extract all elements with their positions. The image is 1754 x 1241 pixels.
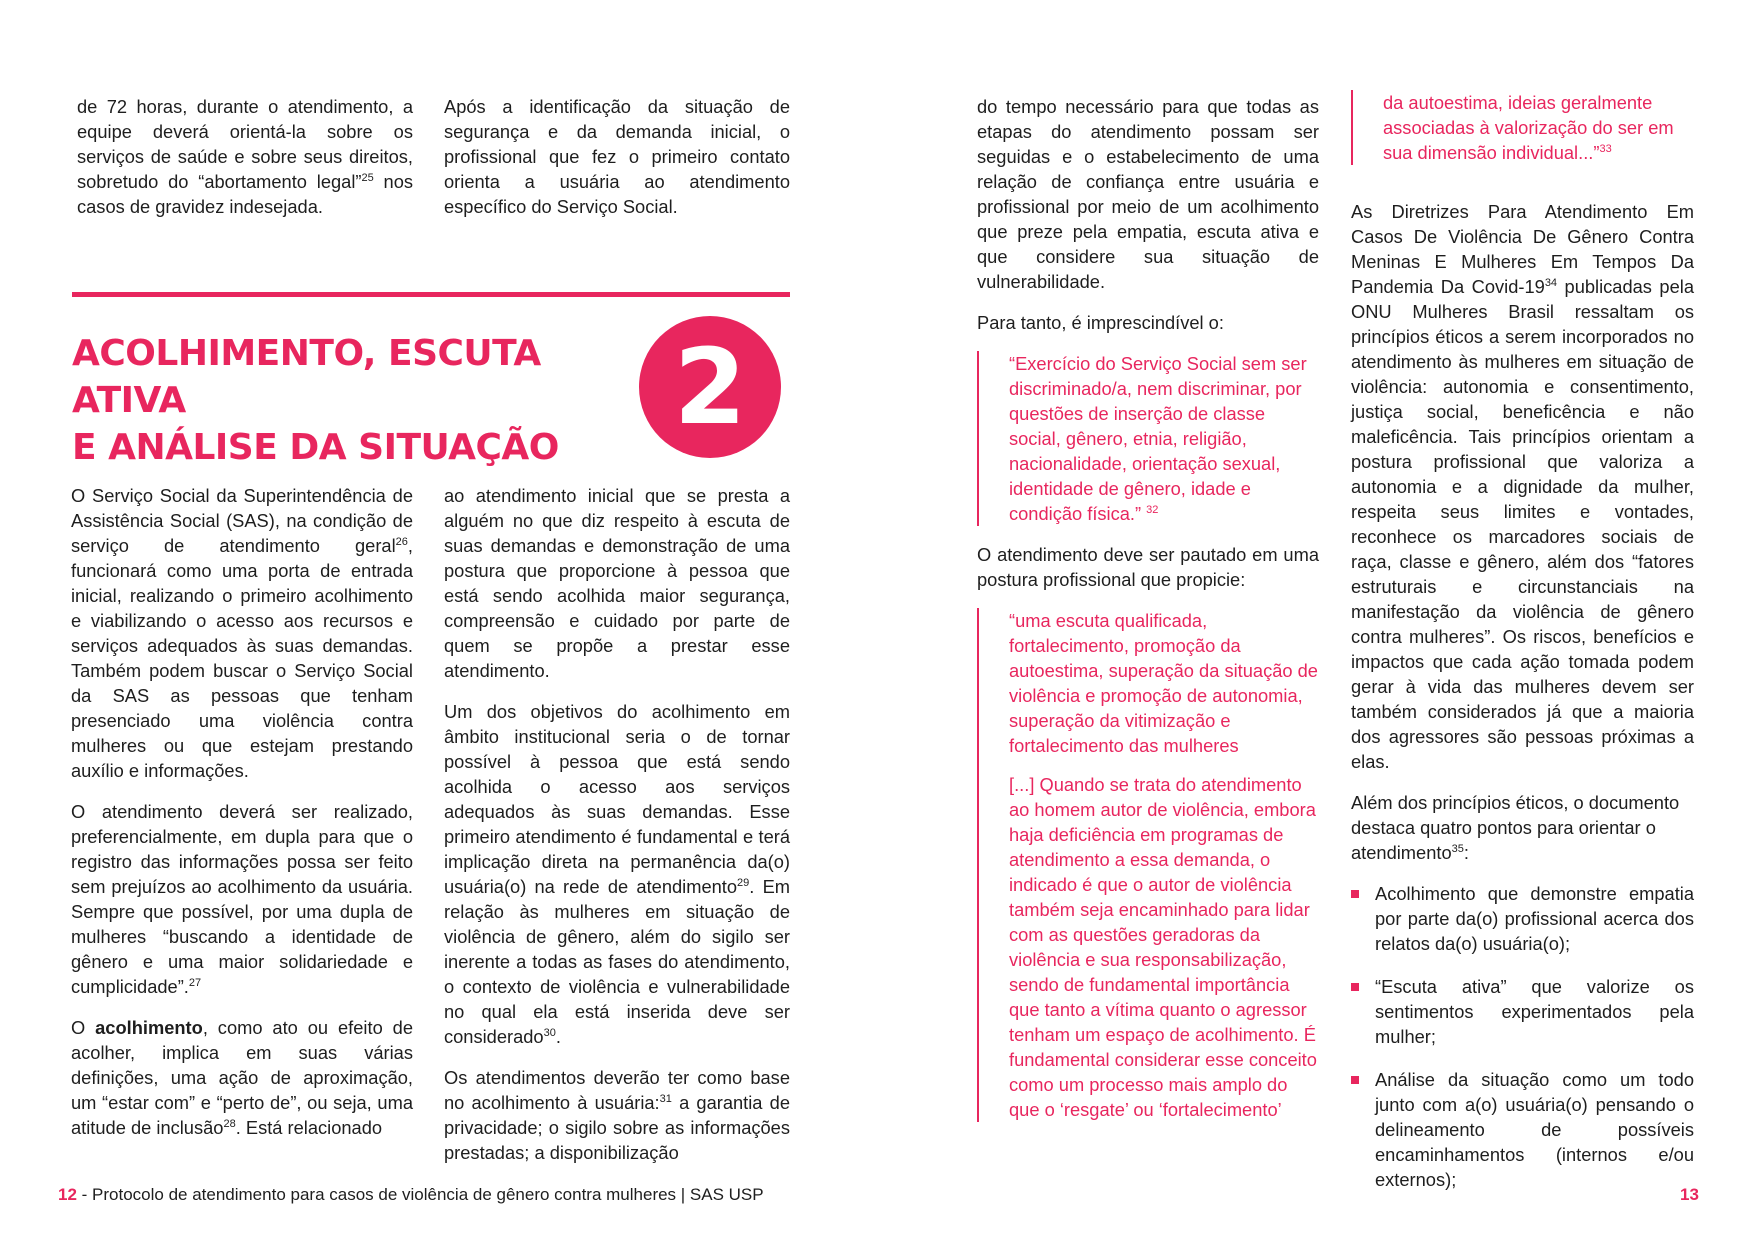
section-divider (72, 292, 790, 297)
footnote-ref: 33 (1599, 142, 1612, 155)
footnote-ref: 26 (395, 535, 408, 548)
right-column-2 (1351, 90, 1694, 1210)
quote-block (977, 608, 1319, 1122)
paragraph: Além dos princípios éticos, o documento destaca quatro pontos para orientar o atendimento$^{35}$: (1351, 792, 1680, 863)
paragraph: ao atendimento inicial que se presta a alguém no que diz respeito à escuta de suas demandas e demonstração de uma postura que proporcione à pessoa que está sendo acolhida maior segurança, compreensão e cuidado por parte de quem se propõe a prestar esse atendimento. (444, 485, 790, 681)
bold-term: acolhimento (95, 1017, 203, 1038)
paragraph: Para tanto, é imprescindível o: (977, 312, 1224, 333)
list-item: Acolhimento que demonstre empatia por parte da(o) profissional acerca dos relatos da(o) usuária(o); (1351, 881, 1694, 956)
paragraph: O acolhimento, como ato ou efeito de acolher, implica em suas várias definições, uma ação de aproximação, um “estar com” e “perto de”, ou seja, uma atitude de inclusão$^{28}$. Está relacionado (71, 1017, 413, 1138)
paragraph: Os atendimentos deverão ter como base no acolhimento à usuária:$^{31}$ a garantia de privacidade; o sigilo sobre as informações prestadas; a disponibilização (444, 1067, 790, 1163)
left-top-column-2 (444, 94, 790, 235)
page-number: 12 (58, 1185, 77, 1204)
footnote-ref: 35 (1451, 842, 1464, 855)
paragraph: As Diretrizes Para Atendimento Em Casos De Violência De Gênero Contra Meninas E Mulheres Em Tempos Da Pandemia Da Covid-$19^{34}$ publicadas pela ONU Mulheres Brasil ressaltam os princípios éticos a serem incorporados no atendimento às mulheres em situação de violência: autonomia e consentimento, justiça social, beneficência e não maleficência. Tais princípios orientam a postura profissional que valoriza a autonomia e a dignidade da mulher, respeita seus limites e vontades, reconhece os marcadores sociais de raça, classe e gênero, além dos “fatores estruturais e circunstanciais na manifestação da violência de gênero contra mulheres”. Os riscos, benefícios e impactos que cada ação tomada podem gerar à vida das mulheres devem ser também considerados já que a maioria dos agressores são pessoas próximas a elas. (1351, 201, 1694, 772)
footnote-ref: 29 (737, 876, 750, 889)
quote-text: “uma escuta qualificada, fortalecimento, promoção da autoestima, superação da situação de violência e promoção de autonomia, superação da vitimização e fortalecimento das mulheres (1009, 610, 1318, 756)
left-column-1 (71, 483, 413, 1156)
left-top-column-1 (77, 94, 413, 235)
footnote-ref: 28 (223, 1117, 236, 1130)
footnote-ref: 31 (659, 1092, 672, 1105)
footnote-ref: 32 (1146, 503, 1159, 516)
paragraph: O Serviço Social da Superintendência de Assistência Social (SAS), na condição de serviço de atendimento geral$^{26}$, funcionará como uma porta de entrada inicial, realizando o primeiro acolhimento e viabilizando o acesso aos recursos e serviços adequados às suas demandas. Também podem buscar o Serviço Social da SAS as pessoas que tenham presenciado uma violência contra mulheres ou que estejam prestando auxílio e informações. (71, 485, 413, 781)
section-heading (72, 330, 592, 471)
quote-text: “Exercício do Serviço Social sem ser discriminado/a, nem discriminar, por questões de inserção de classe social, gênero, etnia, religião, nacionalidade, orientação sexual, identidade de gênero, idade e condição física.” $^{32}$ (1009, 353, 1307, 524)
quote-block (1351, 90, 1694, 165)
quote-text: [...] Quando se trata do atendimento ao homem autor de violência, embora haja deficiência em programas de atendimento a essa demanda, o indicado é que o autor de violência também seja encaminhado para lidar com as questões geradoras da violência e sua responsabilização, sendo de fundamental importância que tanto a vítima quanto o agressor tenham um espaço de acolhimento. É fundamental considerar esse conceito como um processo mais amplo do que o ‘resgate’ ou ‘fortalecimento’ (1009, 774, 1317, 1120)
paragraph: do tempo necessário para que todas as etapas do atendimento possam ser seguidas e o estabelecimento de uma relação de confiança entre usuária e profissional por meio de um acolhimento que preze pela empatia, escuta ativa e que considere sua situação de vulnerabilidade. (977, 96, 1319, 292)
paragraph: de 72 horas, durante o atendimento, a equipe deverá orientá-la sobre os serviços de saúde e sobre seus direitos, sobretudo do “abortamento legal”$^{25}$ nos casos de gravidez indesejada. (77, 96, 414, 217)
right-column-1 (977, 94, 1319, 1138)
section-number-badge: 2 (639, 316, 781, 458)
quote-text: da autoestima, ideias geralmente associadas à valorização do ser em sua dimensão individual...”$^{33}$ (1383, 92, 1674, 163)
paragraph: Um dos objetivos do acolhimento em âmbito institucional seria o de tornar possível à pessoa que está sendo acolhida o acesso aos serviços adequados às suas demandas. Esse primeiro atendimento é fundamental e terá implicação direta na permanência da(o) usuária(o) na rede de atendimento$^{29}$. Em relação às mulheres em situação de violência de gênero, além do sigilo ser inerente a todas as fases do atendimento, o contexto de violência e vulnerabilidade no qual ela está inserida deve ser considerado$^{30}$. (444, 701, 790, 1047)
footnote-ref: 27 (188, 976, 202, 989)
heading-line-2: E ANÁLISE DA SITUAÇÃO (72, 427, 559, 468)
bullet-square-icon (1351, 890, 1359, 898)
bullet-square-icon (1351, 1076, 1359, 1084)
paragraph: O atendimento deverá ser realizado, preferencialmente, em dupla para que o registro das informações possa ser feito sem prejuízos ao acolhimento da usuária. Sempre que possível, por uma dupla de mulheres “buscando a identidade de gênero e uma maior solidariedade e cumplicidade”.$^{27}$ (71, 801, 413, 997)
bullet-square-icon (1351, 983, 1359, 991)
page-number-right: 13 (1680, 1185, 1699, 1204)
paragraph: O atendimento deve ser pautado em uma postura profissional que propicie: (977, 544, 1319, 590)
left-column-2 (444, 483, 790, 1181)
list-item: “Escuta ativa” que valorize os sentimentos experimentados pela mulher; (1351, 974, 1694, 1049)
footer-title: - Protocolo de atendimento para casos de violência de gênero contra mulheres | SAS USP (76, 1185, 764, 1204)
quote-block (977, 351, 1319, 526)
footnote-ref: 34 (1544, 276, 1558, 289)
footer-left (58, 1185, 764, 1205)
footnote-ref: 25 (361, 171, 374, 184)
bullet-list (1351, 881, 1694, 1192)
paragraph: Após a identificação da situação de segurança e da demanda inicial, o profissional que fez o primeiro contato orienta a usuária ao atendimento específico do Serviço Social. (444, 96, 790, 217)
heading-line-1: ACOLHIMENTO, ESCUTA ATIVA (72, 333, 541, 421)
footnote-ref: 30 (543, 1026, 556, 1039)
list-item: Análise da situação como um todo junto com a(o) usuária(o) pensando o delineamento de possíveis encaminhamentos (internos e/ou externos); (1351, 1067, 1694, 1192)
